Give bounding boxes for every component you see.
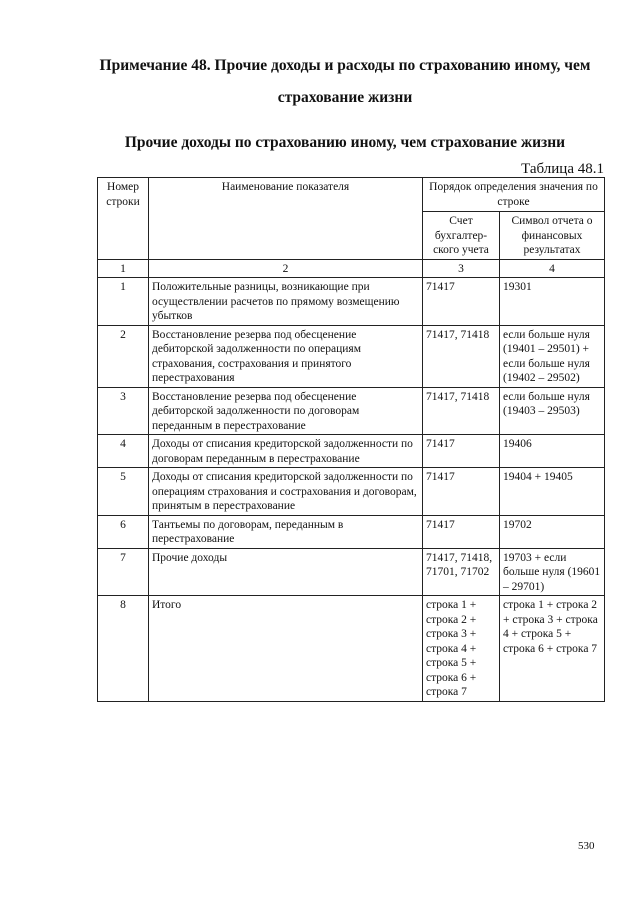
row-report-symbol: если больше нуля (19403 – 29503) bbox=[500, 387, 605, 435]
row-report-symbol: 19703 + если больше нуля (19601 – 29701) bbox=[500, 548, 605, 596]
note-title-line-1: Примечание 48. Прочие доходы и расходы по страхованию иному, чем bbox=[99, 57, 591, 74]
row-account: 71417, 71418 bbox=[423, 387, 500, 435]
table-row bbox=[98, 468, 605, 516]
row-indicator-name: Итого bbox=[149, 596, 423, 702]
row-report-symbol: 19404 + 19405 bbox=[500, 468, 605, 516]
header-procedure: Порядок определения значения по строке bbox=[423, 178, 605, 212]
table-title: Прочие доходы по страхованию иному, чем страхование жизни bbox=[124, 134, 566, 151]
row-account: 71417, 71418 bbox=[423, 325, 500, 387]
row-account: строка 1 + строка 2 + строка 3 + строка 4 + строка 5 + строка 6 + строка 7 bbox=[423, 596, 500, 702]
column-number: 2 bbox=[149, 259, 423, 278]
note-title bbox=[60, 50, 630, 114]
row-number: 4 bbox=[98, 435, 149, 468]
row-indicator-name: Прочие доходы bbox=[149, 548, 423, 596]
row-report-symbol: если больше нуля (19401 – 29501) + если больше нуля (19402 – 29502) bbox=[500, 325, 605, 387]
row-account: 71417 bbox=[423, 515, 500, 548]
row-account: 71417 bbox=[423, 278, 500, 326]
row-report-symbol: строка 1 + строка 2 + строка 3 + строка 4 + строка 5 + строка 6 + строка 7 bbox=[500, 596, 605, 702]
table-row bbox=[98, 387, 605, 435]
row-indicator-name: Восстановление резерва под обесценение дебиторской задолженности по операциям страхования, сострахования и принятого перестрахования bbox=[149, 325, 423, 387]
row-report-symbol: 19406 bbox=[500, 435, 605, 468]
header-account: Счет бухгалтер-ского учета bbox=[423, 212, 500, 260]
column-number: 1 bbox=[98, 259, 149, 278]
header-row bbox=[98, 178, 605, 212]
row-number: 3 bbox=[98, 387, 149, 435]
header-row-number: Номер строки bbox=[98, 178, 149, 260]
row-report-symbol: 19702 bbox=[500, 515, 605, 548]
row-indicator-name: Восстановление резерва под обесценение дебиторской задолженности по договорам переданным в перестрахование bbox=[149, 387, 423, 435]
table-row bbox=[98, 278, 605, 326]
table-caption: Таблица 48.1 bbox=[521, 161, 604, 177]
column-numbers-row bbox=[98, 259, 605, 278]
column-number: 3 bbox=[423, 259, 500, 278]
header-indicator-name: Наименование показателя bbox=[149, 178, 423, 260]
row-account: 71417 bbox=[423, 435, 500, 468]
table-row bbox=[98, 515, 605, 548]
row-report-symbol: 19301 bbox=[500, 278, 605, 326]
row-number: 2 bbox=[98, 325, 149, 387]
row-number: 5 bbox=[98, 468, 149, 516]
row-number: 7 bbox=[98, 548, 149, 596]
row-indicator-name: Доходы от списания кредиторской задолженности по договорам переданным в перестрахование bbox=[149, 435, 423, 468]
row-indicator-name: Тантьемы по договорам, переданным в перестрахование bbox=[149, 515, 423, 548]
row-indicator-name: Положительные разницы, возникающие при осуществлении расчетов по прямому возмещению убытков bbox=[149, 278, 423, 326]
row-account: 71417, 71418, 71701, 71702 bbox=[423, 548, 500, 596]
header-report-symbol: Символ отчета о финансовых результатах bbox=[500, 212, 605, 260]
page-number: 530 bbox=[578, 840, 595, 852]
column-number: 4 bbox=[500, 259, 605, 278]
table-row bbox=[98, 325, 605, 387]
row-account: 71417 bbox=[423, 468, 500, 516]
row-number: 6 bbox=[98, 515, 149, 548]
row-number: 1 bbox=[98, 278, 149, 326]
income-table bbox=[97, 177, 605, 702]
table-row bbox=[98, 435, 605, 468]
row-indicator-name: Доходы от списания кредиторской задолженности по операциям страхования и сострахования и договорам, принятым в перестрахование bbox=[149, 468, 423, 516]
table-row-total bbox=[98, 596, 605, 702]
note-title-line-2: страхование жизни bbox=[277, 89, 413, 106]
row-number: 8 bbox=[98, 596, 149, 702]
table-row bbox=[98, 548, 605, 596]
